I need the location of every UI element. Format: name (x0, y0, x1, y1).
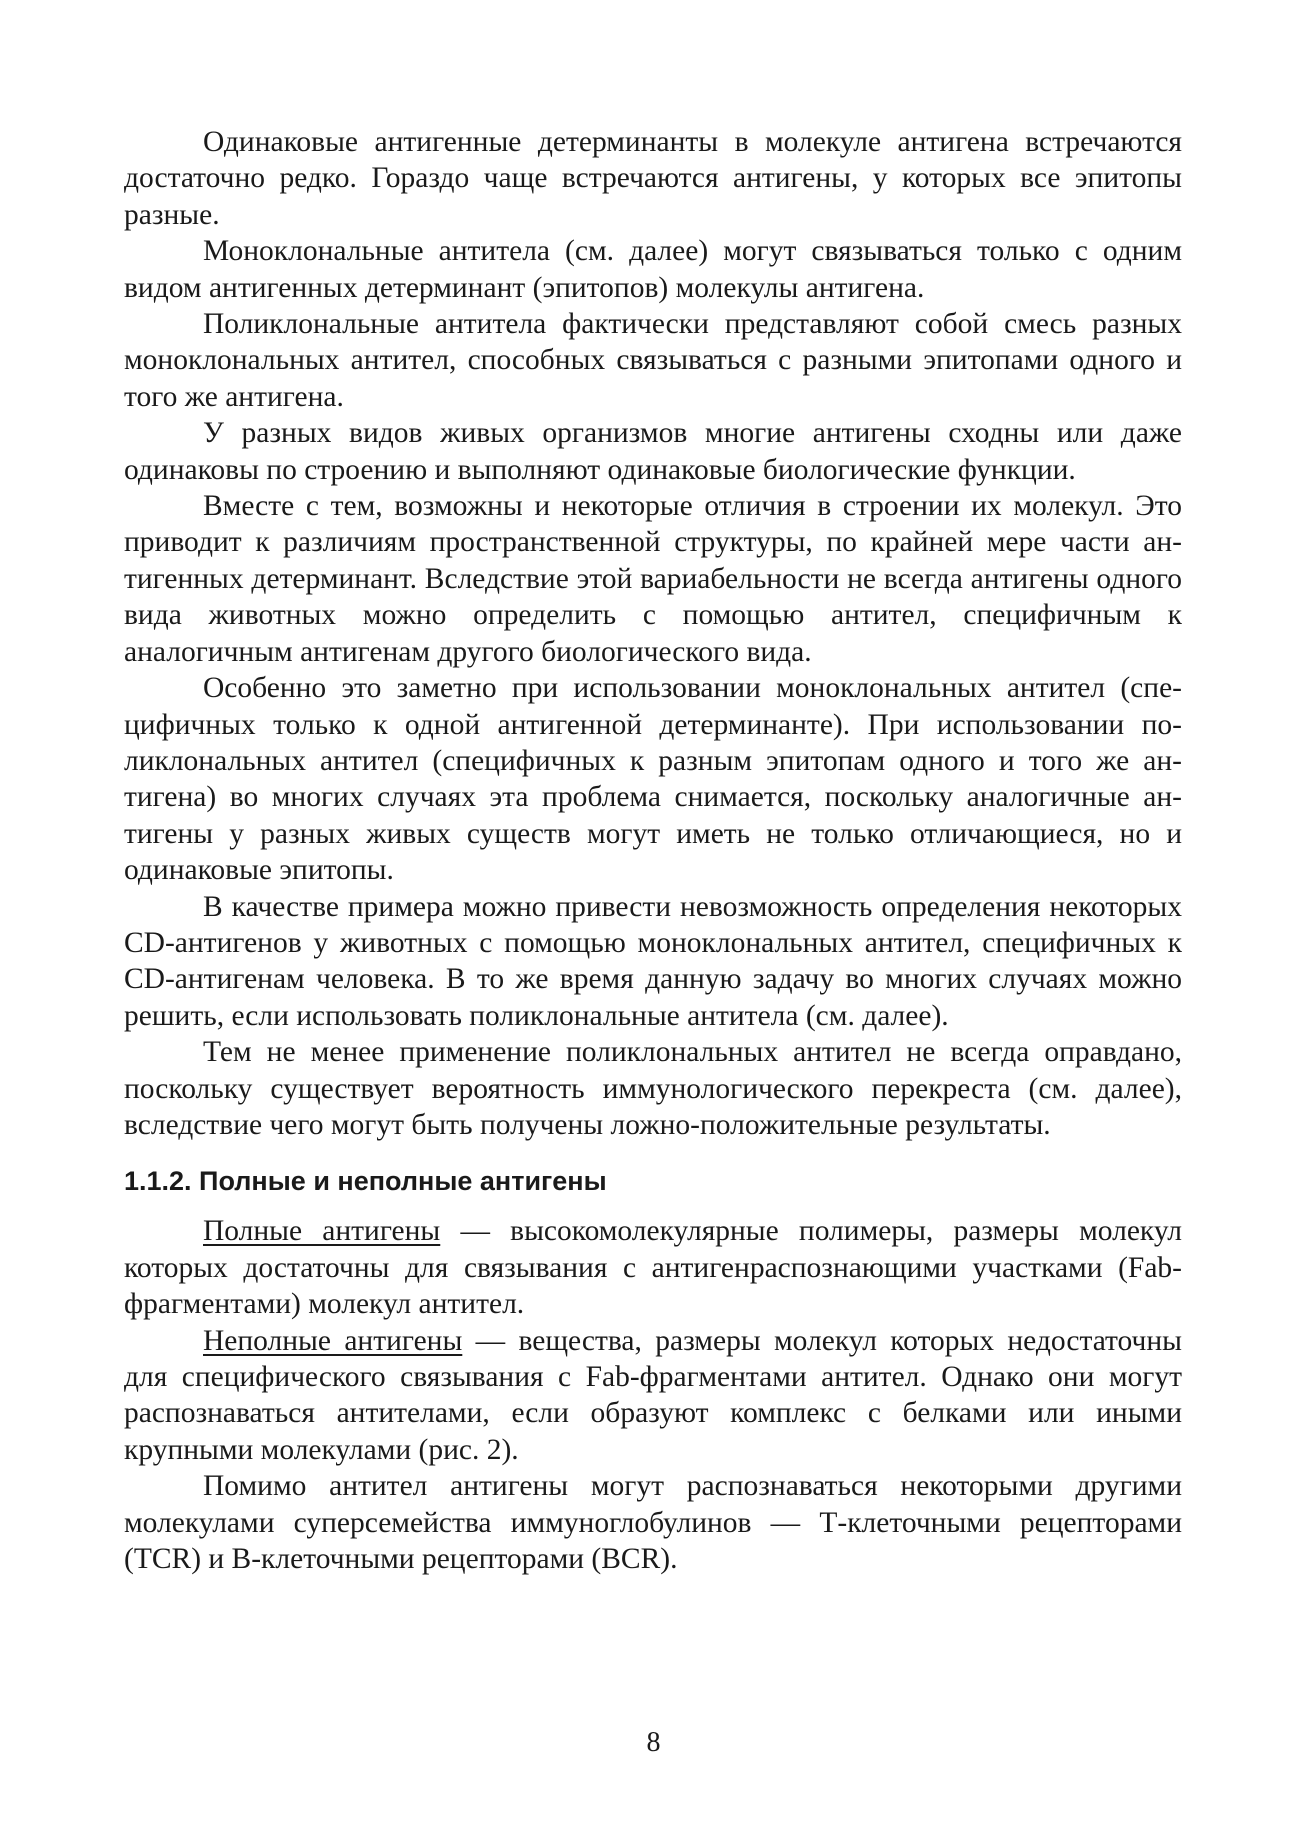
paragraph-incomplete-antigens (124, 1323, 1182, 1469)
paragraph-monoclonal-antibodies: Моноклональные антитела (см. далее) могут связываться только с одним видом антигенных детерминант (эпитопов) молекулы антигена. (124, 235, 1182, 304)
paragraph-cd-antigens-example: В качестве примера можно привести невозможность определения некоторых CD-антигенов у животных с помощью моноклональных антител, специфичных к CD-антигенам человека. В то же время данную задачу во многих случаях можно решить, если использовать поликлональные антитела (см. далее). (124, 890, 1182, 1032)
definition-full-antigens: — высокомолекулярные полимеры, размеры молекул которых достаточны для связывания с антигенраспознающими участками (Fab-фрагментами) молекул антител. (124, 1215, 1183, 1321)
paragraph-cross-reactivity: Тем не менее применение поликлональных антител не всегда оправдано, поскольку существует вероятность иммунологического перекреста (см. далее), вследствие чего могут быть получены ложно-положительные результаты. (124, 1036, 1182, 1141)
paragraph-tcr-bcr: Помимо антител антигены могут распознаваться некоторыми другими молекулами суперсемейства иммуноглобулинов — Т-клеточными рецепторами (TCR) и В-клеточными рецепторами (BCR). (124, 1470, 1182, 1576)
section-heading: 1.1.2. Полные и неполные антигены (124, 1166, 607, 1197)
term-incomplete-antigens: Неполные антигены (203, 1324, 463, 1357)
paragraph-full-antigens (124, 1213, 1182, 1322)
body-text (124, 124, 1182, 1577)
term-full-antigens: Полные антигены (203, 1215, 441, 1248)
paragraph-monoclonal-vs-polyclonal: Особенно это заметно при использовании моноклональных антител (специфичных только к одной антигенной детерминанте). При использовании поликлональных антител (специфичных к разным эпитопам одного и того же антигена) во многих случаях эта проблема снимается, поскольку аналогичные антигены у разных живых существ могут иметь не только отличающиеся, но и одинаковые эпитопы. (124, 672, 1182, 887)
paragraph-polyclonal-antibodies: Поликлональные антитела фактически представляют собой смесь разных моноклональных антител, способных связываться с разными эпитопами одного и того же антигена. (124, 308, 1182, 413)
page-number: 8 (646, 1727, 661, 1758)
paragraph-similar-antigens: У разных видов живых организмов многие антигены сходны или даже одинаковы по строению и выполняют одинаковые биологические функции. (124, 417, 1182, 486)
paragraph-structural-differences: Вместе с тем, возможны и некоторые отличия в строении их молекул. Это приводит к различиям пространственной структуры, по крайней мере части антигенных детерминант. Вследствие этой вариабельности не всегда антигены одного вида животных можно определить с помощью антител, специфичным к аналогичным антигенам другого биологического вида. (124, 490, 1182, 668)
definition-incomplete-antigens: — вещества, размеры молекул которых недостаточны для специфического связывания с Fab-фрагментами антител. Однако они могут распознаваться антителами, если образуют комплекс с белками или иными крупными молекулами (рис. 2). (124, 1324, 1182, 1466)
paragraph-identical-determinants: Одинаковые антигенные детерминанты в молекуле антигена встречаются достаточно редко. Гораздо чаще встречаются антигены, у которых все эпитопы разные. (124, 126, 1182, 231)
